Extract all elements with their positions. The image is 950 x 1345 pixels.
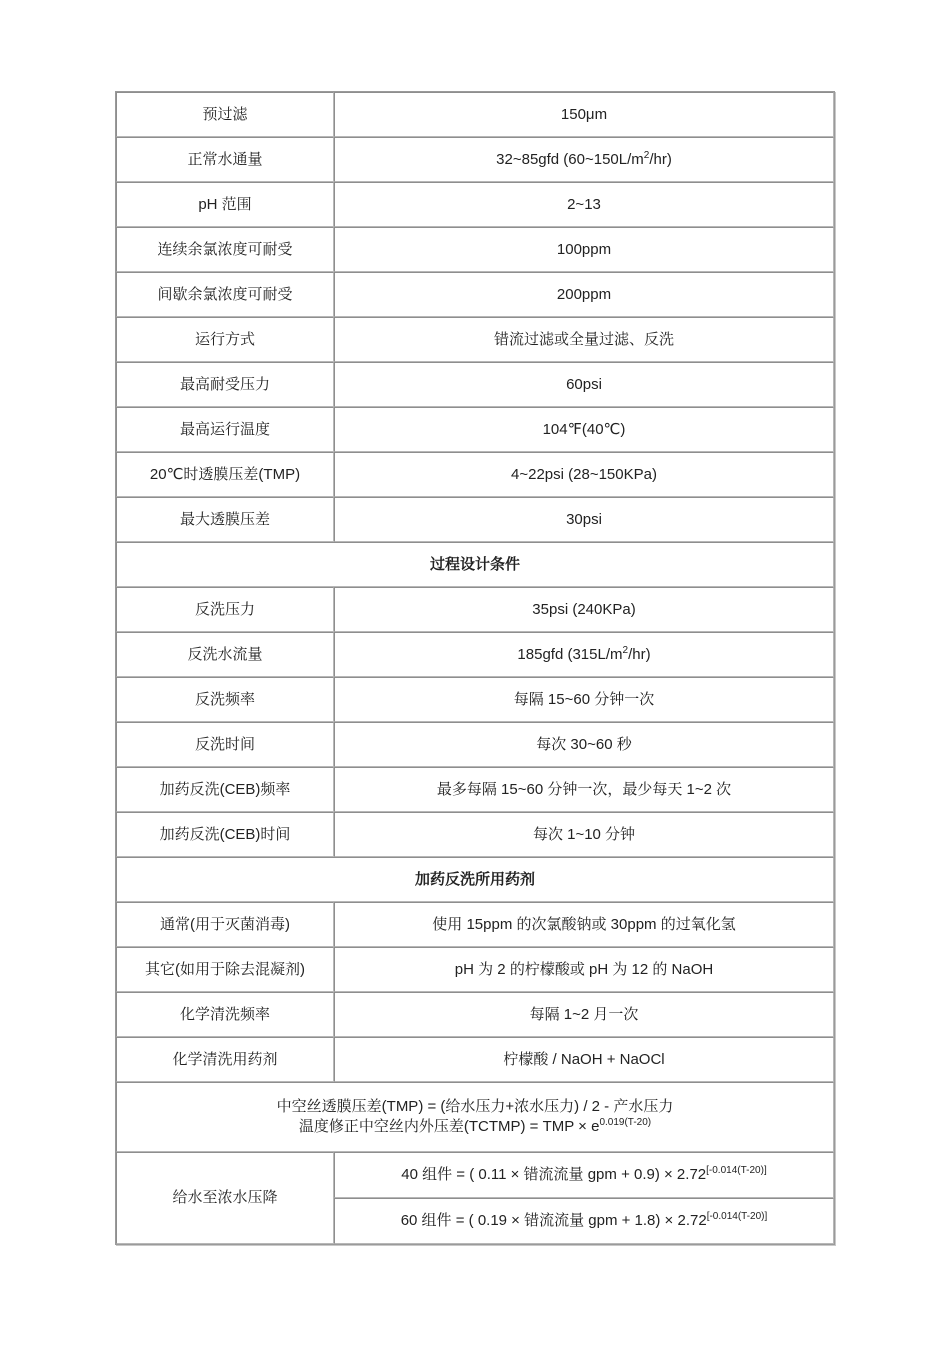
table-row <box>116 1037 834 1082</box>
row-value: 2~13 <box>334 182 834 227</box>
table-row <box>116 587 834 632</box>
table-row <box>116 362 834 407</box>
row-label: 间歇余氯浓度可耐受 <box>116 272 334 317</box>
table-row <box>116 947 834 992</box>
row-value: 每次 1~10 分钟 <box>334 812 834 857</box>
row-label: 最高耐受压力 <box>116 362 334 407</box>
table-row <box>116 632 834 677</box>
formula-cell <box>116 1082 834 1152</box>
row-value: 150μm <box>334 92 834 137</box>
section-header-row <box>116 857 834 902</box>
pressure-drop-40: 40 组件 = ( 0.11 × 错流流量 gpm + 0.9) × 2.72[-0.014(T-20)] <box>334 1152 834 1198</box>
row-value: 104℉(40℃) <box>334 407 834 452</box>
row-label: 最高运行温度 <box>116 407 334 452</box>
row-label: 通常(用于灭菌消毒) <box>116 902 334 947</box>
table-row <box>116 722 834 767</box>
table-row <box>116 767 834 812</box>
table-row <box>116 182 834 227</box>
row-value: 60psi <box>334 362 834 407</box>
row-value: 30psi <box>334 497 834 542</box>
table-row <box>116 92 834 137</box>
row-label: pH 范围 <box>116 182 334 227</box>
table-row <box>116 497 834 542</box>
pressure-drop-label: 给水至浓水压降 <box>116 1152 334 1244</box>
table-row <box>116 902 834 947</box>
spec-table <box>115 91 835 1245</box>
row-label: 最大透膜压差 <box>116 497 334 542</box>
row-value: 最多每隔 15~60 分钟一次，最少每天 1~2 次 <box>334 767 834 812</box>
row-label: 连续余氯浓度可耐受 <box>116 227 334 272</box>
table-row <box>116 227 834 272</box>
row-label: 化学清洗频率 <box>116 992 334 1037</box>
row-label: 反洗压力 <box>116 587 334 632</box>
row-label: 化学清洗用药剂 <box>116 1037 334 1082</box>
row-label: 正常水通量 <box>116 137 334 182</box>
row-value: 32~85gfd $(60\sim 150L/m^2/hr)$ <box>334 137 834 182</box>
tctmp-formula: 温度修正中空丝内外压差(TCTMP) = TMP × $e^{0.019(T-20)}$ <box>298 1117 652 1135</box>
row-label: 反洗频率 <box>116 677 334 722</box>
row-label: 20℃时透膜压差(TMP) <box>116 452 334 497</box>
row-value: 使用 15ppm 的次氯酸钠或 30ppm 的过氧化氢 <box>334 902 834 947</box>
row-label: 其它(如用于除去混凝剂) <box>116 947 334 992</box>
table-row <box>116 272 834 317</box>
row-value: 每隔 15~60 分钟一次 <box>334 677 834 722</box>
pressure-drop-row <box>116 1152 834 1198</box>
row-label: 反洗时间 <box>116 722 334 767</box>
table-row <box>116 452 834 497</box>
row-value: 100ppm <box>334 227 834 272</box>
section-title-process: 过程设计条件 <box>116 542 834 587</box>
row-value: 200ppm <box>334 272 834 317</box>
row-value: 柠檬酸 / NaOH + NaOCl <box>334 1037 834 1082</box>
row-label: 预过滤 <box>116 92 334 137</box>
row-value: 35psi (240KPa) <box>334 587 834 632</box>
table-row <box>116 317 834 362</box>
row-label: 反洗水流量 <box>116 632 334 677</box>
row-value: 每次 30~60 秒 <box>334 722 834 767</box>
row-label: 运行方式 <box>116 317 334 362</box>
row-value: 错流过滤或全量过滤、反洗 <box>334 317 834 362</box>
table-row <box>116 812 834 857</box>
row-value: 每隔 1~2 月一次 <box>334 992 834 1037</box>
row-value: 4~22psi (28~150KPa) <box>334 452 834 497</box>
row-value: pH 为 2 的柠檬酸或 pH 为 12 的 NaOH <box>334 947 834 992</box>
pressure-drop-60: 60 组件 = ( 0.19 × 错流流量 gpm + 1.8) × 2.72[-0.014(T-20)] <box>334 1198 834 1244</box>
row-label: 加药反洗(CEB)频率 <box>116 767 334 812</box>
section-header-row <box>116 542 834 587</box>
section-title-chemicals: 加药反洗所用药剂 <box>116 857 834 902</box>
tmp-formula: 中空丝透膜压差(TMP) = (给水压力+浓水压力) / 2 - 产水压力 <box>276 1098 674 1115</box>
table-row <box>116 137 834 182</box>
spec-sheet <box>115 91 835 1245</box>
table-row <box>116 407 834 452</box>
row-label: 加药反洗(CEB)时间 <box>116 812 334 857</box>
table-row <box>116 677 834 722</box>
formula-row <box>116 1082 834 1152</box>
row-value: 185gfd $(315L/m^2/hr)$ <box>334 632 834 677</box>
table-row <box>116 992 834 1037</box>
